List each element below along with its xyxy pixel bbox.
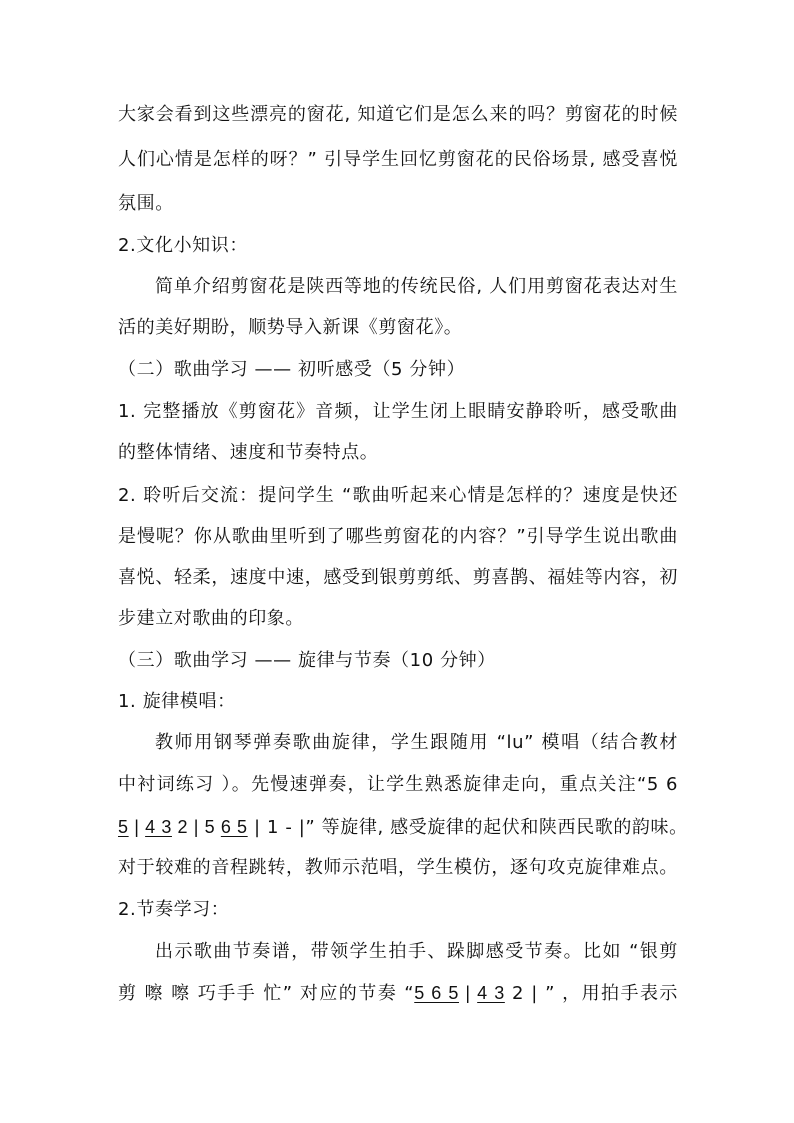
paragraph-line-notation (118, 981, 678, 1006)
paragraph-line: 氛围。 (118, 193, 174, 214)
paragraph-line: 1. 完整播放《剪窗花》音频，让学生闭上眼睛安静聆听，感受歌曲 (118, 401, 678, 422)
section-heading: （三）歌曲学习 —— 旋律与节奏（10 分钟） (118, 650, 496, 671)
paragraph-line: 活的美好期盼，顺势导入新课《剪窗花》。 (118, 317, 463, 338)
paragraph-line: 2. 聆听后交流：提问学生 “歌曲听起来心情是怎样的？速度是快还 (118, 485, 678, 506)
notation-underlined: 4 3 (145, 817, 172, 837)
notation-text: 2 | 5 (171, 817, 221, 837)
notation-underlined: 5 (118, 817, 129, 837)
section-heading: 2.文化小知识： (118, 235, 248, 256)
paragraph-text: 剪 嚓 嚓 巧手手 忙” 对应的节奏 “ (118, 983, 415, 1004)
section-heading: 1. 旋律模唱： (118, 691, 236, 712)
paragraph-text: | 1 - |” 等旋律, 感受旋律的起伏和陕西民歌的韵味。 (247, 817, 688, 838)
paragraph-line: 人们心情是怎样的呀？” 引导学生回忆剪窗花的民俗场景, 感受喜悦 (118, 149, 678, 170)
notation-text: | (128, 817, 146, 837)
paragraph-line: 对于较难的音程跳转，教师示范唱，学生模仿，逐句攻克旋律难点。 (118, 857, 678, 878)
paragraph-line: 是慢呢？你从歌曲里听到了哪些剪窗花的内容？”引导学生说出歌曲 (118, 526, 678, 547)
paragraph-line: 中衬词练习 ）。先慢速弹奏，让学生熟悉旋律走向，重点关注“5 6 (118, 774, 678, 795)
section-heading: （二）歌曲学习 —— 初听感受（5 分钟） (118, 359, 466, 380)
paragraph-line-notation (118, 815, 688, 840)
paragraph-line: 出示歌曲节奏谱，带领学生拍手、跺脚感受节奏。比如 “银剪 (155, 941, 678, 962)
paragraph-line: 大家会看到这些漂亮的窗花, 知道它们是怎么来的吗？剪窗花的时候 (118, 104, 678, 125)
paragraph-line: 的整体情绪、速度和节奏特点。 (118, 442, 379, 463)
paragraph-line: 简单介绍剪窗花是陕西等地的传统民俗, 人们用剪窗花表达对生 (155, 276, 678, 297)
notation-underlined: 4 3 (477, 983, 505, 1003)
notation-underlined: 6 5 (220, 817, 248, 837)
paragraph-line: 教师用钢琴弹奏歌曲旋律，学生跟随用 “lu” 模唱（结合教材 (155, 732, 678, 753)
paragraph-line: 步建立对歌曲的印象。 (118, 608, 304, 629)
section-heading: 2.节奏学习： (118, 899, 230, 920)
paragraph-line: 喜悦、轻柔，速度中速，感受到银剪剪纸、剪喜鹊、福娃等内容，初 (118, 567, 678, 588)
notation-text: | (458, 983, 478, 1003)
paragraph-text: 2 | ” ，用拍手表示 (504, 983, 679, 1004)
notation-underlined: 5 6 5 (414, 983, 459, 1003)
